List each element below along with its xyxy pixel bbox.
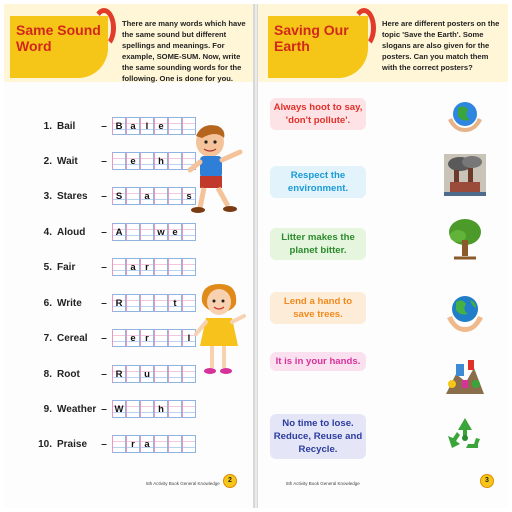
right-intro-text: Here are different posters on the topic 'Save the Earth'. Some slogans are also given for the posters. Can you match them with the correct posters? [382,19,500,72]
row-dash: – [101,226,107,238]
slogan-text: Respect the environment. [270,166,366,198]
slogan-text: Always hoot to say, 'don't pollute'. [270,98,366,130]
slogan-text: It is in your hands. [270,352,366,371]
right-page-number: 3 [480,474,494,488]
row-dash: – [101,190,107,202]
girl-illustration [192,282,248,378]
letter-cell[interactable] [126,223,140,241]
given-word: Fair [57,261,76,273]
left-page-title: Same Sound Word [16,22,101,54]
slogan-text: Litter makes the planet bitter. [270,228,366,260]
word-row [30,364,196,384]
letter-cell[interactable]: r [140,329,154,347]
letter-cell[interactable]: t [168,294,182,312]
letter-cell[interactable]: u [140,365,154,383]
letter-cell[interactable]: e [126,329,140,347]
letter-cell[interactable]: l [140,117,154,135]
word-row [30,186,196,206]
row-number: 4. [43,226,52,238]
given-word: Stares [57,190,88,202]
globe-hands-icon [444,292,486,334]
letter-cell[interactable] [154,329,168,347]
letter-cell[interactable] [112,329,126,347]
letter-cells [112,187,196,205]
letter-cells [112,223,196,241]
letter-cell[interactable] [182,435,196,453]
given-word: Wait [57,155,78,167]
row-number: 6. [43,297,52,309]
row-dash: – [101,332,107,344]
row-dash: – [101,261,107,273]
letter-cell[interactable] [168,400,182,418]
row-number: 1. [43,120,52,132]
letter-cell[interactable]: A [112,223,126,241]
letter-cells [112,329,196,347]
letter-cell[interactable] [168,435,182,453]
slogan-text: No time to lose. Reduce, Reuse and Recycle. [270,414,366,459]
word-row [30,116,196,136]
letter-cell[interactable] [112,258,126,276]
row-number: 5. [43,261,52,273]
row-dash: – [101,155,107,167]
row-number: 7. [43,332,52,344]
given-word: Bail [57,120,76,132]
row-number: 8. [43,368,52,380]
given-word: Praise [57,438,88,450]
letter-cell[interactable] [182,258,196,276]
letter-cell[interactable]: B [112,117,126,135]
letter-cells [112,152,196,170]
letter-cell[interactable] [182,223,196,241]
letter-cell[interactable] [182,400,196,418]
letter-cells [112,365,196,383]
letter-cells [112,117,196,135]
letter-cell[interactable]: a [140,435,154,453]
slogan-text: Lend a hand to save trees. [270,292,366,324]
row-dash: – [101,297,107,309]
letter-cell[interactable]: a [126,117,140,135]
row-number: 9. [43,403,52,415]
letter-cell[interactable]: l [182,329,196,347]
letter-cell[interactable]: s [182,187,196,205]
word-row [30,222,196,242]
boy-illustration [188,122,252,218]
letter-cell[interactable]: e [126,152,140,170]
letter-cells [112,294,196,312]
letter-cells [112,258,196,276]
given-word: Write [57,297,82,309]
right-footer-text: 5th Activity Book General Knowledge [286,481,360,486]
letter-cell[interactable] [168,187,182,205]
letter-cell[interactable] [140,294,154,312]
right-page [258,4,508,508]
row-dash: – [101,368,107,380]
given-word: Weather [57,403,97,415]
row-number: 2. [43,155,52,167]
letter-cell[interactable] [140,400,154,418]
word-row [30,434,196,454]
given-word: Cereal [57,332,88,344]
word-row [30,293,196,313]
letter-cell[interactable] [154,294,168,312]
left-footer-text: 5th Activity Book General Knowledge [146,481,220,486]
left-intro-text: There are many words which have the same sound but different spellings and meanings. For example, SOME-SUM. Now, write the same sounding words for the following. One is done for you. [122,19,246,83]
letter-cell[interactable] [126,400,140,418]
row-dash: – [101,438,107,450]
letter-cell[interactable]: R [112,294,126,312]
letter-cell[interactable]: R [112,365,126,383]
letter-cell[interactable] [168,152,182,170]
letter-cell[interactable] [112,152,126,170]
letter-cell[interactable] [140,152,154,170]
tree-icon [444,218,486,260]
earth-in-hands-icon [444,96,486,138]
row-dash: – [101,403,107,415]
letter-cell[interactable] [126,294,140,312]
letter-cell[interactable]: W [112,400,126,418]
row-dash: – [101,120,107,132]
left-page [4,4,254,508]
letter-cell[interactable] [140,223,154,241]
letter-cell[interactable] [154,258,168,276]
letter-cell[interactable] [168,117,182,135]
row-number: 10. [38,438,52,450]
right-page-title: Saving Our Earth [274,22,349,54]
letter-cell[interactable]: a [126,258,140,276]
letter-cells [112,435,196,453]
letter-cell[interactable]: a [140,187,154,205]
recycle-icon [444,414,486,456]
letter-cell[interactable] [154,435,168,453]
letter-cell[interactable] [154,187,168,205]
letter-cell[interactable]: h [154,152,168,170]
letter-cell[interactable] [126,365,140,383]
letter-cells [112,400,196,418]
letter-cell[interactable] [168,365,182,383]
letter-cell[interactable] [112,435,126,453]
row-number: 3. [43,190,52,202]
letter-cell[interactable] [168,329,182,347]
letter-cell[interactable] [126,187,140,205]
word-row [30,399,196,419]
letter-cell[interactable]: r [126,435,140,453]
waste-pile-icon [444,354,486,396]
letter-cell[interactable]: e [154,117,168,135]
letter-cell[interactable]: S [112,187,126,205]
letter-cell[interactable]: e [168,223,182,241]
factory-pollution-icon [444,154,486,196]
given-word: Aloud [57,226,86,238]
word-row [30,257,196,277]
letter-cell[interactable] [168,258,182,276]
letter-cell[interactable] [154,365,168,383]
word-row [30,151,196,171]
left-page-number: 2 [223,474,237,488]
letter-cell[interactable]: r [140,258,154,276]
given-word: Root [57,368,80,380]
letter-cell[interactable]: h [154,400,168,418]
word-row [30,328,196,348]
letter-cell[interactable]: w [154,223,168,241]
